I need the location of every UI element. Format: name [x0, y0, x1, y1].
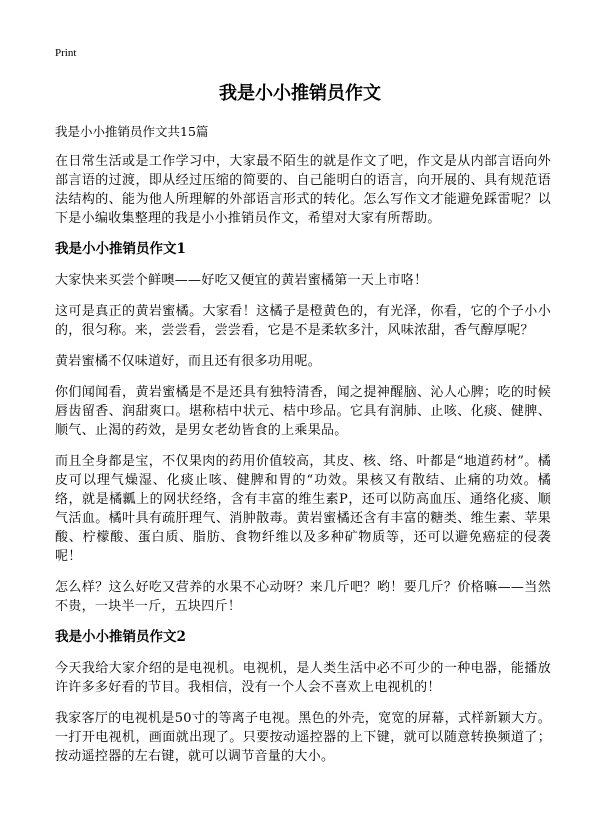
- paragraph: 黄岩蜜橘不仅味道好，而且还有很多功用呢。: [55, 354, 322, 369]
- print-link[interactable]: Print: [55, 47, 77, 59]
- article-section: [55, 240, 551, 616]
- article-subtitle: 我是小小推销员作文共15篇: [55, 124, 209, 139]
- paragraph: 你们闻闻看，黄岩蜜橘是不是还具有独特清香，闻之提神醒脑、沁人心脾；吃的时候唇齿留香、润甜爽口。堪称桔中状元、桔中珍品。它具有润肺、止咳、化痰、健脾、顺气、止渴的药效，是男女老幼皆食的上乘果品。: [55, 385, 551, 438]
- section-heading: 我是小小推销员作文2: [55, 629, 186, 645]
- paragraph: 这可是真正的黄岩蜜橘。大家看！这橘子是橙黄色的，有光泽，你看，它的个子小小的，很匀称。来，尝尝看，尝尝看，它是不是柔软多汁，风味浓甜，香气醇厚呢？: [55, 304, 551, 338]
- section-heading: 我是小小推销员作文1: [55, 241, 186, 257]
- paragraph: 怎么样？这么好吃又营养的水果不心动呀？来几斤吧？哟！要几斤？价格嘛——当然不贵，一块半一斤，五块四斤！: [55, 580, 551, 614]
- paragraph: 我家客厅的电视机是50寸的等离子电视。黑色的外壳，宽宽的屏幕，式样新颖大方。一打开电视机，画面就出现了。只要按动遥控器的上下键，就可以随意转换频道了；按动遥控器的左右键，就可以调节音量的大小。: [55, 711, 551, 764]
- paragraph: 今天我给大家介绍的是电视机。电视机，是人类生活中必不可少的一种电器，能播放许许多多好看的节目。我相信，没有一个人会不喜欢上电视机的！: [55, 661, 551, 695]
- page-title: 我是小小推销员作文: [219, 83, 381, 104]
- paragraph: 而且全身都是宝，不仅果肉的药用价值较高，其皮、核、络、叶都是“地道药材”。橘皮可以理气燥湿、化痰止咳、健脾和胃的“功效。果核又有散结、止痛的功效。橘络，就是橘瓤上的网状经络，含有丰富的维生素P，还可以防高血压、通络化痰、顺气活血。橘叶具有疏肝理气、消肿散毒。黄岩蜜橘还含有丰富的糖类、维生素、苹果酸、柠檬酸、蛋白质、脂肪、食物纤维以及多种矿物质等，还可以避免癌症的侵袭呢！: [55, 454, 551, 564]
- article-section: [55, 628, 551, 766]
- intro-paragraph: 在日常生活或是工作学习中，大家最不陌生的就是作文了吧，作文是从内部言语向外部言语的过渡，即从经过压缩的简要的、自己能明白的语言，向开展的、具有规范语法结构的、能为他人所理解的外部语言形式的转化。怎么写作文才能避免踩雷呢？以下是小编收集整理的我是小小推销员作文，希望对大家有所帮助。: [55, 154, 551, 226]
- article-body: [55, 122, 551, 778]
- paragraph: 大家快来买尝个鲜噢——好吃又便宜的黄岩蜜橘第一天上市咯！: [55, 273, 428, 288]
